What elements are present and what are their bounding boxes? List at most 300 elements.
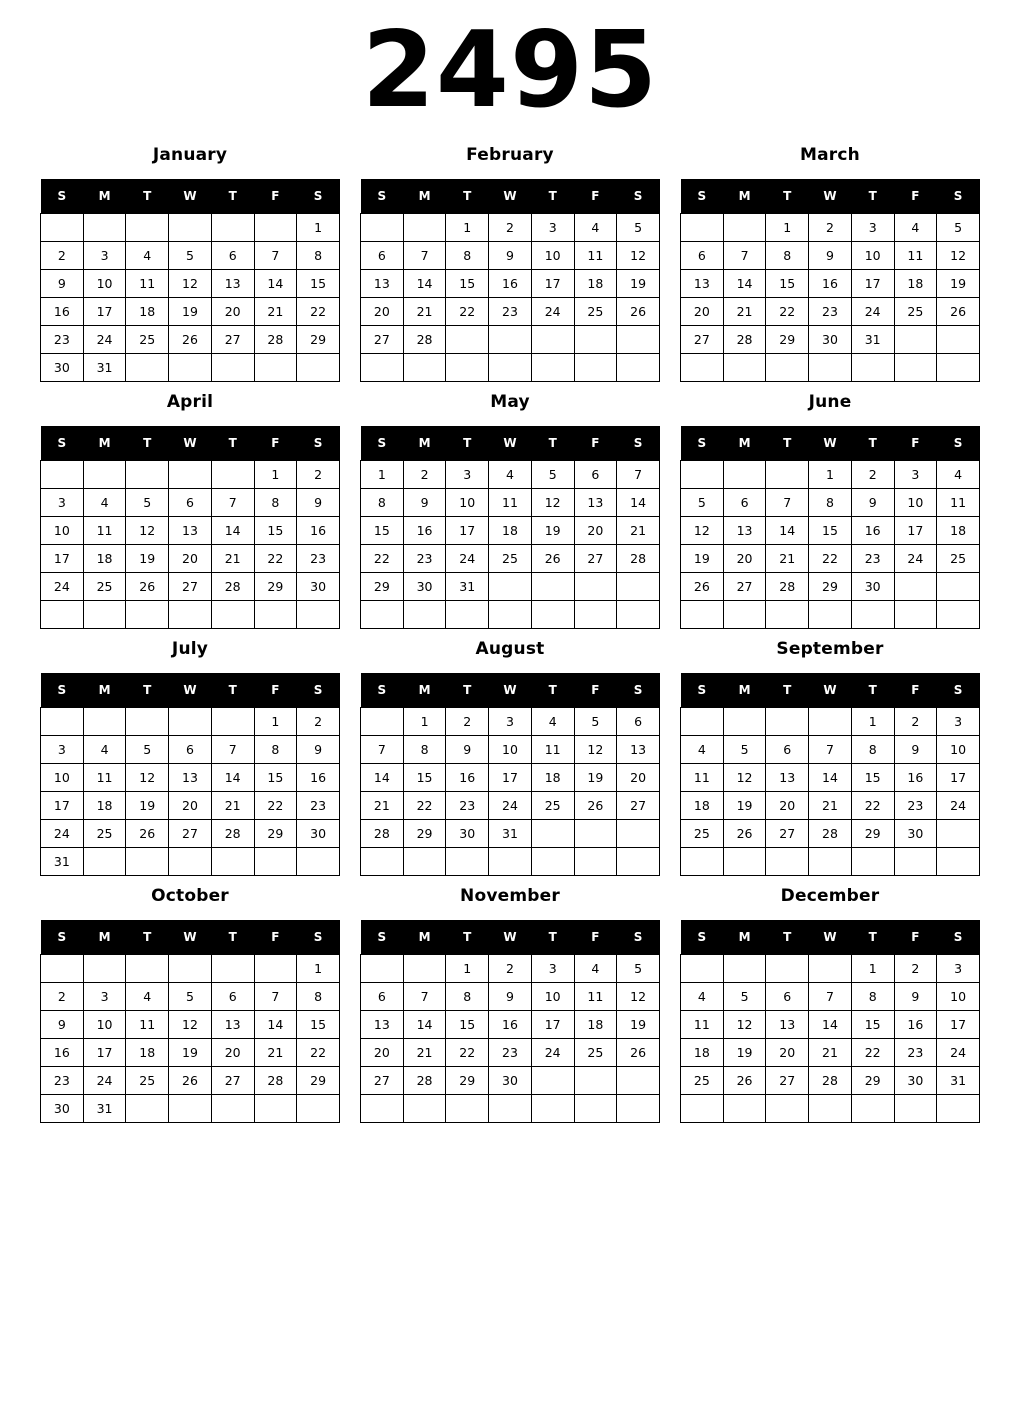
day-cell[interactable]: 24 <box>894 545 937 573</box>
day-cell[interactable]: 6 <box>361 242 404 270</box>
day-cell[interactable]: 27 <box>681 326 724 354</box>
day-cell[interactable]: 11 <box>681 764 724 792</box>
day-cell[interactable]: 14 <box>361 764 404 792</box>
day-cell[interactable]: 31 <box>83 354 126 382</box>
day-cell[interactable]: 28 <box>723 326 766 354</box>
day-cell[interactable]: 13 <box>361 270 404 298</box>
day-cell[interactable]: 23 <box>894 792 937 820</box>
day-cell[interactable]: 11 <box>937 489 980 517</box>
day-cell[interactable]: 7 <box>254 983 297 1011</box>
day-cell[interactable]: 29 <box>254 820 297 848</box>
day-cell[interactable]: 7 <box>766 489 809 517</box>
day-cell[interactable]: 28 <box>254 326 297 354</box>
day-cell[interactable]: 16 <box>489 1011 532 1039</box>
day-cell[interactable]: 18 <box>574 1011 617 1039</box>
day-cell[interactable]: 10 <box>937 736 980 764</box>
day-cell[interactable]: 6 <box>681 242 724 270</box>
day-cell[interactable]: 3 <box>531 214 574 242</box>
day-cell[interactable]: 15 <box>851 764 894 792</box>
day-cell[interactable]: 31 <box>489 820 532 848</box>
day-cell[interactable]: 23 <box>489 1039 532 1067</box>
day-cell[interactable]: 30 <box>809 326 852 354</box>
day-cell[interactable]: 1 <box>403 708 446 736</box>
day-cell[interactable]: 17 <box>894 517 937 545</box>
day-cell[interactable]: 26 <box>937 298 980 326</box>
day-cell[interactable]: 21 <box>211 545 254 573</box>
day-cell[interactable]: 27 <box>723 573 766 601</box>
day-cell[interactable]: 24 <box>446 545 489 573</box>
day-cell[interactable]: 7 <box>361 736 404 764</box>
day-cell[interactable]: 30 <box>894 820 937 848</box>
day-cell[interactable]: 20 <box>211 298 254 326</box>
day-cell[interactable]: 5 <box>681 489 724 517</box>
day-cell[interactable]: 15 <box>297 1011 340 1039</box>
day-cell[interactable]: 6 <box>574 461 617 489</box>
day-cell[interactable]: 26 <box>617 1039 660 1067</box>
day-cell[interactable]: 11 <box>83 517 126 545</box>
day-cell[interactable]: 20 <box>681 298 724 326</box>
day-cell[interactable]: 4 <box>83 736 126 764</box>
day-cell[interactable]: 5 <box>574 708 617 736</box>
day-cell[interactable]: 1 <box>809 461 852 489</box>
day-cell[interactable]: 8 <box>809 489 852 517</box>
day-cell[interactable]: 7 <box>254 242 297 270</box>
day-cell[interactable]: 25 <box>126 326 169 354</box>
day-cell[interactable]: 19 <box>617 1011 660 1039</box>
day-cell[interactable]: 9 <box>489 983 532 1011</box>
day-cell[interactable]: 5 <box>723 983 766 1011</box>
day-cell[interactable]: 22 <box>297 298 340 326</box>
day-cell[interactable]: 4 <box>574 214 617 242</box>
day-cell[interactable]: 5 <box>531 461 574 489</box>
day-cell[interactable]: 29 <box>297 326 340 354</box>
day-cell[interactable]: 26 <box>531 545 574 573</box>
day-cell[interactable]: 14 <box>617 489 660 517</box>
day-cell[interactable]: 19 <box>531 517 574 545</box>
day-cell[interactable]: 23 <box>894 1039 937 1067</box>
day-cell[interactable]: 10 <box>937 983 980 1011</box>
day-cell[interactable]: 19 <box>937 270 980 298</box>
day-cell[interactable]: 10 <box>83 1011 126 1039</box>
day-cell[interactable]: 8 <box>851 736 894 764</box>
day-cell[interactable]: 27 <box>211 326 254 354</box>
day-cell[interactable]: 23 <box>851 545 894 573</box>
day-cell[interactable]: 31 <box>446 573 489 601</box>
day-cell[interactable]: 9 <box>809 242 852 270</box>
day-cell[interactable]: 2 <box>446 708 489 736</box>
day-cell[interactable]: 16 <box>41 1039 84 1067</box>
day-cell[interactable]: 7 <box>403 242 446 270</box>
day-cell[interactable]: 4 <box>126 242 169 270</box>
day-cell[interactable]: 3 <box>41 736 84 764</box>
day-cell[interactable]: 11 <box>894 242 937 270</box>
day-cell[interactable]: 13 <box>681 270 724 298</box>
day-cell[interactable]: 16 <box>297 764 340 792</box>
day-cell[interactable]: 1 <box>446 955 489 983</box>
day-cell[interactable]: 3 <box>937 708 980 736</box>
day-cell[interactable]: 14 <box>403 270 446 298</box>
day-cell[interactable]: 29 <box>809 573 852 601</box>
day-cell[interactable]: 29 <box>254 573 297 601</box>
day-cell[interactable]: 1 <box>851 955 894 983</box>
day-cell[interactable]: 15 <box>446 270 489 298</box>
day-cell[interactable]: 23 <box>809 298 852 326</box>
day-cell[interactable]: 10 <box>531 983 574 1011</box>
day-cell[interactable]: 20 <box>361 298 404 326</box>
day-cell[interactable]: 20 <box>617 764 660 792</box>
day-cell[interactable]: 25 <box>574 1039 617 1067</box>
day-cell[interactable]: 5 <box>617 214 660 242</box>
day-cell[interactable]: 1 <box>297 955 340 983</box>
day-cell[interactable]: 28 <box>809 1067 852 1095</box>
day-cell[interactable]: 6 <box>766 983 809 1011</box>
day-cell[interactable]: 27 <box>361 1067 404 1095</box>
day-cell[interactable]: 10 <box>41 517 84 545</box>
day-cell[interactable]: 1 <box>766 214 809 242</box>
day-cell[interactable]: 9 <box>403 489 446 517</box>
day-cell[interactable]: 3 <box>894 461 937 489</box>
day-cell[interactable]: 13 <box>766 764 809 792</box>
day-cell[interactable]: 14 <box>809 1011 852 1039</box>
day-cell[interactable]: 11 <box>574 983 617 1011</box>
day-cell[interactable]: 20 <box>766 792 809 820</box>
day-cell[interactable]: 30 <box>851 573 894 601</box>
day-cell[interactable]: 15 <box>361 517 404 545</box>
day-cell[interactable]: 26 <box>723 820 766 848</box>
day-cell[interactable]: 15 <box>766 270 809 298</box>
day-cell[interactable]: 26 <box>723 1067 766 1095</box>
day-cell[interactable]: 28 <box>361 820 404 848</box>
day-cell[interactable]: 29 <box>361 573 404 601</box>
day-cell[interactable]: 15 <box>809 517 852 545</box>
day-cell[interactable]: 29 <box>446 1067 489 1095</box>
day-cell[interactable]: 3 <box>851 214 894 242</box>
day-cell[interactable]: 5 <box>126 736 169 764</box>
day-cell[interactable]: 29 <box>766 326 809 354</box>
day-cell[interactable]: 22 <box>446 298 489 326</box>
day-cell[interactable]: 6 <box>723 489 766 517</box>
day-cell[interactable]: 12 <box>681 517 724 545</box>
day-cell[interactable]: 8 <box>361 489 404 517</box>
day-cell[interactable]: 17 <box>41 792 84 820</box>
day-cell[interactable]: 14 <box>403 1011 446 1039</box>
day-cell[interactable]: 25 <box>681 820 724 848</box>
day-cell[interactable]: 8 <box>297 983 340 1011</box>
day-cell[interactable]: 4 <box>489 461 532 489</box>
day-cell[interactable]: 9 <box>41 270 84 298</box>
day-cell[interactable]: 25 <box>937 545 980 573</box>
day-cell[interactable]: 15 <box>254 764 297 792</box>
day-cell[interactable]: 10 <box>531 242 574 270</box>
day-cell[interactable]: 28 <box>211 573 254 601</box>
day-cell[interactable]: 2 <box>894 708 937 736</box>
day-cell[interactable]: 25 <box>681 1067 724 1095</box>
day-cell[interactable]: 16 <box>809 270 852 298</box>
day-cell[interactable]: 19 <box>126 545 169 573</box>
day-cell[interactable]: 3 <box>937 955 980 983</box>
day-cell[interactable]: 11 <box>83 764 126 792</box>
day-cell[interactable]: 10 <box>851 242 894 270</box>
day-cell[interactable]: 18 <box>937 517 980 545</box>
day-cell[interactable]: 9 <box>297 489 340 517</box>
day-cell[interactable]: 19 <box>169 1039 212 1067</box>
day-cell[interactable]: 13 <box>617 736 660 764</box>
day-cell[interactable]: 12 <box>617 983 660 1011</box>
day-cell[interactable]: 5 <box>723 736 766 764</box>
day-cell[interactable]: 15 <box>403 764 446 792</box>
day-cell[interactable]: 28 <box>617 545 660 573</box>
day-cell[interactable]: 22 <box>766 298 809 326</box>
day-cell[interactable]: 21 <box>361 792 404 820</box>
day-cell[interactable]: 28 <box>809 820 852 848</box>
day-cell[interactable]: 2 <box>851 461 894 489</box>
day-cell[interactable]: 8 <box>297 242 340 270</box>
day-cell[interactable]: 6 <box>211 242 254 270</box>
day-cell[interactable]: 12 <box>617 242 660 270</box>
day-cell[interactable]: 22 <box>254 545 297 573</box>
day-cell[interactable]: 27 <box>617 792 660 820</box>
day-cell[interactable]: 28 <box>403 326 446 354</box>
day-cell[interactable]: 9 <box>894 736 937 764</box>
day-cell[interactable]: 4 <box>681 983 724 1011</box>
day-cell[interactable]: 13 <box>723 517 766 545</box>
day-cell[interactable]: 9 <box>297 736 340 764</box>
day-cell[interactable]: 24 <box>937 1039 980 1067</box>
day-cell[interactable]: 30 <box>489 1067 532 1095</box>
day-cell[interactable]: 30 <box>403 573 446 601</box>
day-cell[interactable]: 14 <box>211 764 254 792</box>
day-cell[interactable]: 31 <box>41 848 84 876</box>
day-cell[interactable]: 30 <box>41 354 84 382</box>
day-cell[interactable]: 28 <box>254 1067 297 1095</box>
day-cell[interactable]: 11 <box>574 242 617 270</box>
day-cell[interactable]: 7 <box>403 983 446 1011</box>
day-cell[interactable]: 26 <box>126 573 169 601</box>
day-cell[interactable]: 12 <box>169 270 212 298</box>
day-cell[interactable]: 2 <box>489 955 532 983</box>
day-cell[interactable]: 27 <box>169 820 212 848</box>
day-cell[interactable]: 24 <box>41 820 84 848</box>
day-cell[interactable]: 6 <box>361 983 404 1011</box>
day-cell[interactable]: 17 <box>83 298 126 326</box>
day-cell[interactable]: 8 <box>851 983 894 1011</box>
day-cell[interactable]: 30 <box>446 820 489 848</box>
day-cell[interactable]: 13 <box>574 489 617 517</box>
day-cell[interactable]: 13 <box>169 517 212 545</box>
day-cell[interactable]: 17 <box>937 764 980 792</box>
day-cell[interactable]: 27 <box>211 1067 254 1095</box>
day-cell[interactable]: 21 <box>254 298 297 326</box>
day-cell[interactable]: 6 <box>169 736 212 764</box>
day-cell[interactable]: 21 <box>617 517 660 545</box>
day-cell[interactable]: 9 <box>446 736 489 764</box>
day-cell[interactable]: 18 <box>531 764 574 792</box>
day-cell[interactable]: 21 <box>809 1039 852 1067</box>
day-cell[interactable]: 3 <box>489 708 532 736</box>
day-cell[interactable]: 24 <box>937 792 980 820</box>
day-cell[interactable]: 26 <box>169 1067 212 1095</box>
day-cell[interactable]: 20 <box>169 792 212 820</box>
day-cell[interactable]: 2 <box>41 983 84 1011</box>
day-cell[interactable]: 8 <box>403 736 446 764</box>
day-cell[interactable]: 11 <box>681 1011 724 1039</box>
day-cell[interactable]: 13 <box>211 270 254 298</box>
day-cell[interactable]: 19 <box>723 792 766 820</box>
day-cell[interactable]: 16 <box>446 764 489 792</box>
day-cell[interactable]: 13 <box>211 1011 254 1039</box>
day-cell[interactable]: 11 <box>126 1011 169 1039</box>
day-cell[interactable]: 29 <box>851 1067 894 1095</box>
day-cell[interactable]: 2 <box>894 955 937 983</box>
day-cell[interactable]: 17 <box>531 1011 574 1039</box>
day-cell[interactable]: 22 <box>403 792 446 820</box>
day-cell[interactable]: 23 <box>41 1067 84 1095</box>
day-cell[interactable]: 22 <box>809 545 852 573</box>
day-cell[interactable]: 30 <box>41 1095 84 1123</box>
day-cell[interactable]: 23 <box>489 298 532 326</box>
day-cell[interactable]: 28 <box>211 820 254 848</box>
day-cell[interactable]: 17 <box>83 1039 126 1067</box>
day-cell[interactable]: 11 <box>531 736 574 764</box>
day-cell[interactable]: 9 <box>41 1011 84 1039</box>
day-cell[interactable]: 12 <box>126 764 169 792</box>
day-cell[interactable]: 31 <box>83 1095 126 1123</box>
day-cell[interactable]: 6 <box>211 983 254 1011</box>
day-cell[interactable]: 22 <box>297 1039 340 1067</box>
day-cell[interactable]: 8 <box>766 242 809 270</box>
day-cell[interactable]: 26 <box>169 326 212 354</box>
day-cell[interactable]: 22 <box>446 1039 489 1067</box>
day-cell[interactable]: 19 <box>126 792 169 820</box>
day-cell[interactable]: 18 <box>681 792 724 820</box>
day-cell[interactable]: 18 <box>681 1039 724 1067</box>
day-cell[interactable]: 4 <box>894 214 937 242</box>
day-cell[interactable]: 17 <box>489 764 532 792</box>
day-cell[interactable]: 24 <box>83 1067 126 1095</box>
day-cell[interactable]: 18 <box>489 517 532 545</box>
day-cell[interactable]: 25 <box>894 298 937 326</box>
day-cell[interactable]: 7 <box>723 242 766 270</box>
day-cell[interactable]: 31 <box>937 1067 980 1095</box>
day-cell[interactable]: 8 <box>446 242 489 270</box>
day-cell[interactable]: 3 <box>41 489 84 517</box>
day-cell[interactable]: 28 <box>766 573 809 601</box>
day-cell[interactable]: 28 <box>403 1067 446 1095</box>
day-cell[interactable]: 15 <box>254 517 297 545</box>
day-cell[interactable]: 25 <box>489 545 532 573</box>
day-cell[interactable]: 7 <box>211 489 254 517</box>
day-cell[interactable]: 25 <box>83 820 126 848</box>
day-cell[interactable]: 16 <box>41 298 84 326</box>
day-cell[interactable]: 8 <box>254 489 297 517</box>
day-cell[interactable]: 21 <box>809 792 852 820</box>
day-cell[interactable]: 2 <box>297 708 340 736</box>
day-cell[interactable]: 16 <box>489 270 532 298</box>
day-cell[interactable]: 16 <box>894 764 937 792</box>
day-cell[interactable]: 24 <box>489 792 532 820</box>
day-cell[interactable]: 3 <box>83 242 126 270</box>
day-cell[interactable]: 24 <box>41 573 84 601</box>
day-cell[interactable]: 12 <box>937 242 980 270</box>
day-cell[interactable]: 2 <box>403 461 446 489</box>
day-cell[interactable]: 8 <box>254 736 297 764</box>
day-cell[interactable]: 12 <box>723 764 766 792</box>
day-cell[interactable]: 24 <box>531 1039 574 1067</box>
day-cell[interactable]: 13 <box>361 1011 404 1039</box>
day-cell[interactable]: 12 <box>574 736 617 764</box>
day-cell[interactable]: 10 <box>894 489 937 517</box>
day-cell[interactable]: 12 <box>531 489 574 517</box>
day-cell[interactable]: 30 <box>297 820 340 848</box>
day-cell[interactable]: 17 <box>937 1011 980 1039</box>
day-cell[interactable]: 2 <box>809 214 852 242</box>
day-cell[interactable]: 7 <box>211 736 254 764</box>
day-cell[interactable]: 22 <box>851 1039 894 1067</box>
day-cell[interactable]: 22 <box>851 792 894 820</box>
day-cell[interactable]: 15 <box>446 1011 489 1039</box>
day-cell[interactable]: 18 <box>574 270 617 298</box>
day-cell[interactable]: 29 <box>403 820 446 848</box>
day-cell[interactable]: 1 <box>297 214 340 242</box>
day-cell[interactable]: 18 <box>126 1039 169 1067</box>
day-cell[interactable]: 20 <box>574 517 617 545</box>
day-cell[interactable]: 7 <box>809 983 852 1011</box>
day-cell[interactable]: 12 <box>126 517 169 545</box>
day-cell[interactable]: 25 <box>574 298 617 326</box>
day-cell[interactable]: 14 <box>254 270 297 298</box>
day-cell[interactable]: 4 <box>531 708 574 736</box>
day-cell[interactable]: 25 <box>531 792 574 820</box>
day-cell[interactable]: 2 <box>489 214 532 242</box>
day-cell[interactable]: 4 <box>937 461 980 489</box>
day-cell[interactable]: 12 <box>169 1011 212 1039</box>
day-cell[interactable]: 27 <box>766 820 809 848</box>
day-cell[interactable]: 17 <box>531 270 574 298</box>
day-cell[interactable]: 5 <box>126 489 169 517</box>
day-cell[interactable]: 18 <box>894 270 937 298</box>
day-cell[interactable]: 19 <box>617 270 660 298</box>
day-cell[interactable]: 21 <box>403 1039 446 1067</box>
day-cell[interactable]: 4 <box>126 983 169 1011</box>
day-cell[interactable]: 6 <box>617 708 660 736</box>
day-cell[interactable]: 16 <box>297 517 340 545</box>
day-cell[interactable]: 10 <box>41 764 84 792</box>
day-cell[interactable]: 30 <box>297 573 340 601</box>
day-cell[interactable]: 20 <box>361 1039 404 1067</box>
day-cell[interactable]: 14 <box>723 270 766 298</box>
day-cell[interactable]: 14 <box>766 517 809 545</box>
day-cell[interactable]: 13 <box>169 764 212 792</box>
day-cell[interactable]: 8 <box>446 983 489 1011</box>
day-cell[interactable]: 10 <box>489 736 532 764</box>
day-cell[interactable]: 18 <box>83 792 126 820</box>
day-cell[interactable]: 29 <box>851 820 894 848</box>
day-cell[interactable]: 23 <box>403 545 446 573</box>
day-cell[interactable]: 21 <box>766 545 809 573</box>
day-cell[interactable]: 23 <box>446 792 489 820</box>
day-cell[interactable]: 18 <box>83 545 126 573</box>
day-cell[interactable]: 20 <box>169 545 212 573</box>
day-cell[interactable]: 24 <box>531 298 574 326</box>
day-cell[interactable]: 29 <box>297 1067 340 1095</box>
day-cell[interactable]: 1 <box>361 461 404 489</box>
day-cell[interactable]: 21 <box>403 298 446 326</box>
day-cell[interactable]: 5 <box>937 214 980 242</box>
day-cell[interactable]: 24 <box>851 298 894 326</box>
day-cell[interactable]: 9 <box>851 489 894 517</box>
day-cell[interactable]: 14 <box>809 764 852 792</box>
day-cell[interactable]: 23 <box>297 792 340 820</box>
